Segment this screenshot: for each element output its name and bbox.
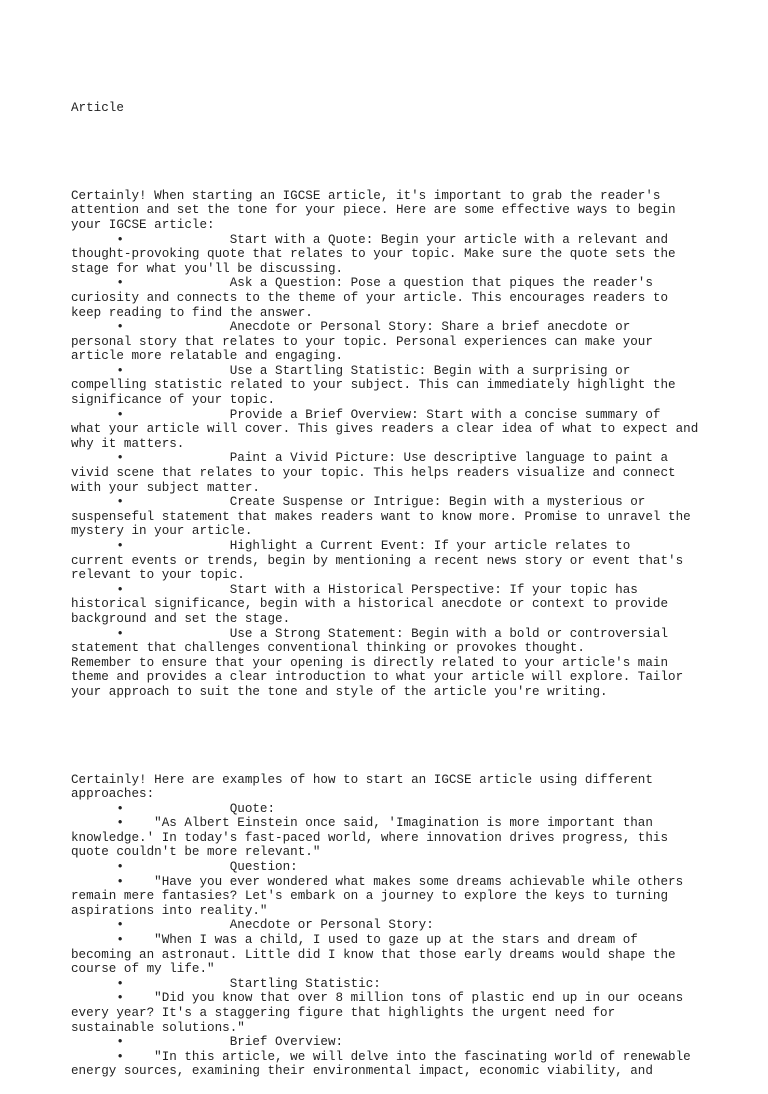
text-line: personal story that relates to your topic. Personal experiences can make your bbox=[71, 334, 653, 349]
text-line: approaches: bbox=[71, 787, 155, 802]
text-line: curiosity and connects to the theme of your article. This encourages readers to bbox=[71, 290, 669, 305]
text-line: • Start with a Historical Perspective: If your topic has bbox=[71, 582, 638, 597]
text-line: significance of your topic. bbox=[71, 393, 276, 408]
text-line: with your subject matter. bbox=[71, 480, 260, 495]
text-line: knowledge.' In today's fast-paced world, where innovation drives progress, this bbox=[71, 830, 669, 845]
text-line: energy sources, examining their environmental impact, economic viability, and bbox=[71, 1064, 653, 1079]
text-line: quote couldn't be more relevant." bbox=[71, 845, 321, 860]
text-line: • "Have you ever wondered what makes some dreams achievable while others bbox=[71, 874, 684, 889]
text-line: background and set the stage. bbox=[71, 611, 291, 626]
text-line: remain mere fantasies? Let's embark on a journey to explore the keys to turning bbox=[71, 889, 669, 904]
text-line: article more relatable and engaging. bbox=[71, 349, 344, 364]
text-line: stage for what you'll be discussing. bbox=[71, 261, 344, 276]
text-line: • "Did you know that over 8 million tons of plastic end up in our oceans bbox=[71, 991, 684, 1006]
text-line: your IGCSE article: bbox=[71, 217, 215, 232]
text-line: what your article will cover. This gives readers a clear idea of what to expect and bbox=[71, 422, 699, 437]
text-line: • Question: bbox=[71, 860, 298, 875]
text-line: • "When I was a child, I used to gaze up at the stars and dream of bbox=[71, 933, 638, 948]
text-line: aspirations into reality." bbox=[71, 903, 268, 918]
text-line: your approach to suit the tone and style of the article you're writing. bbox=[71, 684, 608, 699]
text-line: • Anecdote or Personal Story: Share a brief anecdote or bbox=[71, 320, 631, 335]
text-line: thought-provoking quote that relates to your topic. Make sure the quote sets the bbox=[71, 247, 676, 262]
text-line: • Brief Overview: bbox=[71, 1035, 344, 1050]
text-line: • Startling Statistic: bbox=[71, 976, 381, 991]
text-line: Certainly! When starting an IGCSE article, it's important to grab the reader's bbox=[71, 188, 661, 203]
text-line: • Use a Strong Statement: Begin with a bold or controversial bbox=[71, 626, 669, 641]
paragraph-spacer bbox=[71, 145, 711, 160]
text-line: • Provide a Brief Overview: Start with a concise summary of bbox=[71, 407, 661, 422]
text-line: • Start with a Quote: Begin your article with a relevant and bbox=[71, 232, 669, 247]
text-line: why it matters. bbox=[71, 436, 185, 451]
paragraph-spacer bbox=[71, 729, 711, 744]
text-line: • Paint a Vivid Picture: Use descriptive language to paint a bbox=[71, 451, 669, 466]
text-line: theme and provides a clear introduction to what your article will explore. Tailor bbox=[71, 670, 684, 685]
text-line: • "In this article, we will delve into the fascinating world of renewable bbox=[71, 1049, 691, 1064]
section-effective-openings bbox=[71, 189, 711, 700]
text-line: • Create Suspense or Intrigue: Begin with a mysterious or bbox=[71, 495, 646, 510]
text-line: course of my life." bbox=[71, 962, 215, 977]
text-line: becoming an astronaut. Little did I know that those early dreams would shape the bbox=[71, 947, 676, 962]
text-line: relevant to your topic. bbox=[71, 568, 245, 583]
text-line: every year? It's a staggering figure that highlights the urgent need for bbox=[71, 1006, 616, 1020]
text-line: vivid scene that relates to your topic. This helps readers visualize and connect bbox=[71, 466, 676, 481]
text-line: current events or trends, begin by mentioning a recent news story or event that's bbox=[71, 553, 684, 568]
text-line: mystery in your article. bbox=[71, 524, 253, 539]
text-line: statement that challenges conventional thinking or provokes thought. bbox=[71, 641, 585, 656]
text-line: suspenseful statement that makes readers want to know more. Promise to unravel the bbox=[71, 509, 691, 524]
text-line: • "As Albert Einstein once said, 'Imagination is more important than bbox=[71, 816, 653, 831]
section-opening-examples bbox=[71, 773, 711, 1079]
text-line: sustainable solutions." bbox=[71, 1020, 245, 1035]
text-line: attention and set the tone for your piece. Here are some effective ways to begin bbox=[71, 203, 676, 218]
document-heading: Article bbox=[71, 101, 124, 116]
text-line: • Highlight a Current Event: If your article relates to bbox=[71, 539, 631, 553]
text-line: keep reading to find the answer. bbox=[71, 305, 313, 320]
text-line: compelling statistic related to your subject. This can immediately highlight the bbox=[71, 378, 676, 393]
text-line: • Use a Startling Statistic: Begin with a surprising or bbox=[71, 363, 631, 378]
document-page bbox=[71, 72, 711, 1094]
text-line: Certainly! Here are examples of how to start an IGCSE article using different bbox=[71, 772, 653, 787]
text-line: • Ask a Question: Pose a question that piques the reader's bbox=[71, 276, 653, 291]
text-line: • Anecdote or Personal Story: bbox=[71, 918, 434, 933]
text-line: historical significance, begin with a historical anecdote or context to provide bbox=[71, 597, 669, 612]
text-line: Remember to ensure that your opening is directly related to your article's main bbox=[71, 655, 669, 670]
text-line: • Quote: bbox=[71, 801, 276, 816]
